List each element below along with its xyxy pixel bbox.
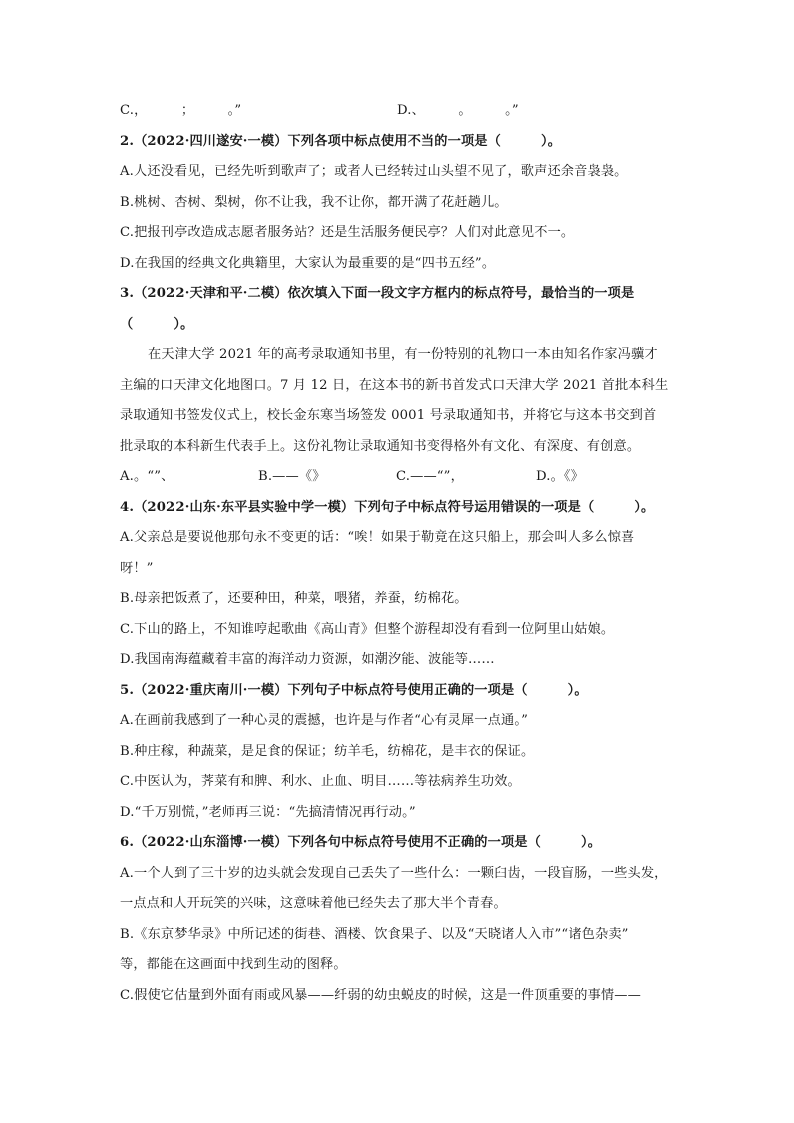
q3-stem-cont: （ ）。 [120,316,194,332]
q1-option-d: D.、 。 。” [397,103,519,118]
q4-stem: 4.（2022·山东·东平县实验中学一模）下列句子中标点符号运用错误的一项是（ ）。 [120,499,655,515]
q2-stem: 2.（2022·四川遂安·一模）下列各项中标点使用不当的一项是（ ）。 [120,133,562,149]
q3-options [120,462,680,493]
q5-option-c: C.中医认为，荠菜有和脾、利水、止血、明目……等祛病养生功效。 [120,774,521,789]
q1-option-c: C.， ； 。” [120,103,242,118]
q3-passage-line: 主编的口天津文化地图口。7 月 12 日，在这本书的新书首发式口天津大学 2021 首批本科生 [120,377,669,393]
q5-option-a: A.在画前我感到了一种心灵的震撼，也许是与作者“心有灵犀一点通。” [120,713,528,728]
worksheet-page [120,96,680,1011]
q6-option-a: A.一个人到了三十岁的边头就会发现自己丢失了一些什么：一颗臼齿，一段盲肠，一些头发， [120,865,668,881]
q3-passage-line: 在天津大学 2021 年的高考录取通知书里，有一份特别的礼物口一本由知名作家冯骥才 [148,347,658,362]
q6-stem: 6.（2022·山东淄博·一模）下列各句中标点符号使用不正确的一项是（ ）。 [120,835,602,850]
q5-option-d: D.“千万别慌，”老师再三说：“先搞清情况再行动。” [120,804,416,820]
q2-option-a: A.人还没看见，已经先听到歌声了；或者人已经转过山头望不见了，歌声还余音袅袅。 [120,164,628,179]
q4-option-b: B.母亲把饭煮了，还要种田，种菜，喂猪，养蚕，纺棉花。 [120,591,468,606]
q6-option-a-cont: 一点点和人开玩笑的兴味，这意味着他已经失去了那大半个青春。 [120,896,507,911]
q4-option-d: D.我国南海蕴藏着丰富的海洋动力资源，如潮汐能、波能等…… [120,652,495,667]
q4-option-a: A.父亲总是要说他那句永不变更的话：“唉！如果于勒竟在这只船上，那会叫人多么惊喜 [120,530,635,545]
q3-option-a: A.。“”、 [120,469,175,484]
q1-options-cd [120,96,680,127]
q2-option-d: D.在我国的经典文化典籍里，大家认为最重要的是“四书五经”。 [120,255,496,271]
q3-passage-line: 批录取的本科新生代表手上。这份礼物让录取通知书变得格外有文化、有深度、有创意。 [120,438,641,454]
q6-option-b-cont: 等，都能在这画面中找到生动的图释。 [120,957,347,972]
q6-option-c: C.假使它估量到外面有雨或风暴——纤弱的幼虫蜕皮的时候，这是一件顶重要的事情—— [120,987,641,1003]
q3-stem: 3.（2022·天津和平·二模）依次填入下面一段文字方框内的标点符号，最恰当的一项是 [120,286,635,301]
q4-option-c: C.下山的路上，不知谁哼起歌曲《高山青》但整个游程却没有看到一位阿里山姑娘。 [120,621,615,637]
q2-option-c: C.把报刊亭改造成志愿者服务站？还是生活服务便民亭？人们对此意见不一。 [120,225,575,240]
q3-option-c: C.——“”， [396,469,464,484]
q5-stem: 5.（2022·重庆南川·一模）下列句子中标点符号使用正确的一项是（ ）。 [120,682,588,698]
q4-option-a-cont: 呀！” [120,560,154,576]
q6-option-b: B.《东京梦华录》中所记述的街巷、酒楼、饮食果子、以及“天晓诸人入市”“诸色杂卖” [120,926,629,942]
q3-option-d: D.。《》 [536,469,585,484]
q3-option-b: B.——《》 [258,469,326,484]
q2-option-b: B.桃树、杏树、梨树，你不让我，我不让你，都开满了花赶趟儿。 [120,194,508,210]
q3-passage-line: 录取通知书签发仪式上，校长金东寒当场签发 0001 号录取通知书，并将它与这本书交到首 [120,408,657,423]
q5-option-b: B.种庄稼，种蔬菜，是足食的保证；纺羊毛，纺棉花，是丰衣的保证。 [120,743,535,759]
